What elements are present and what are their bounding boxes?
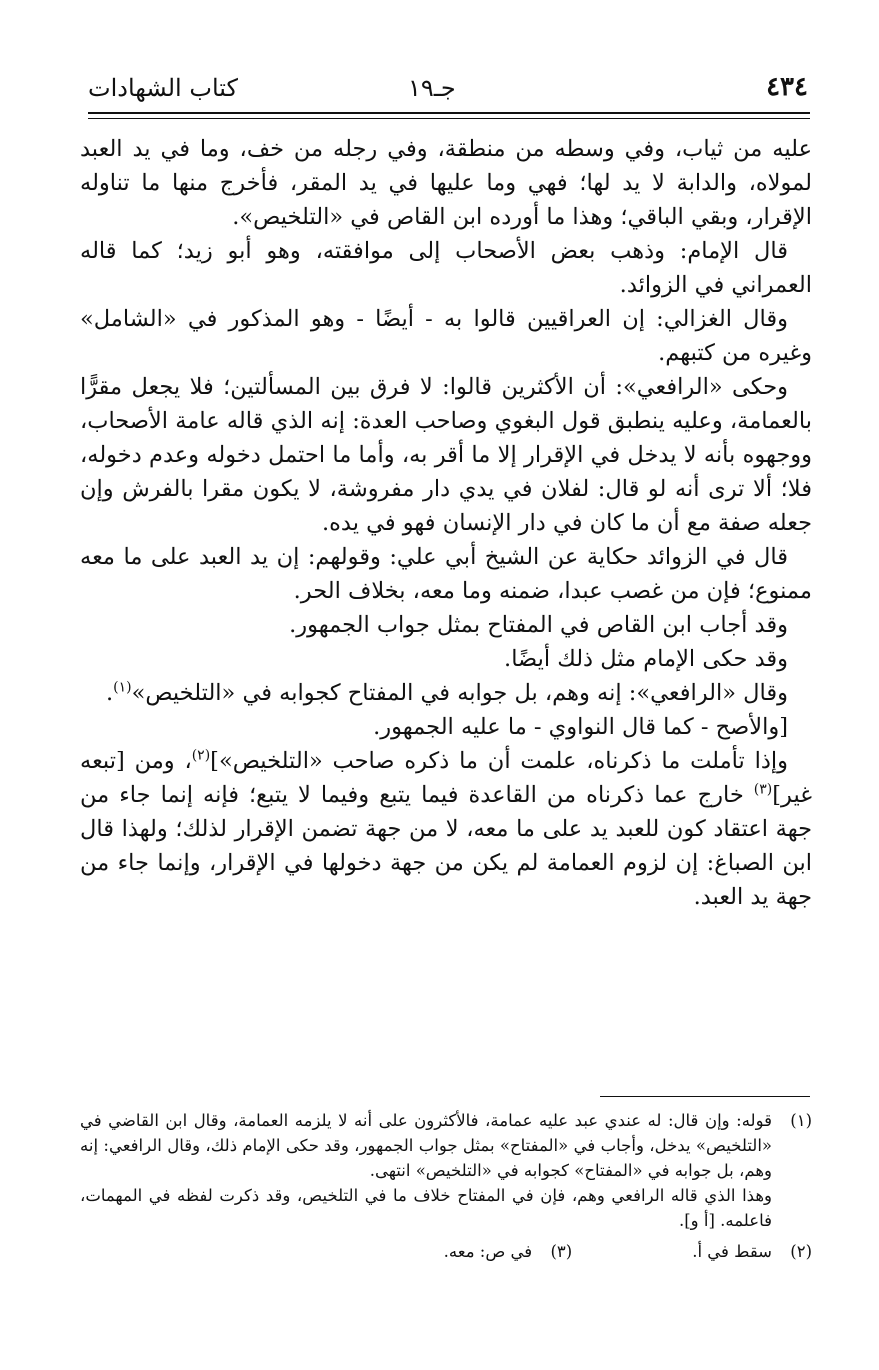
footnote-number: (٣): [550, 1242, 573, 1261]
paragraph: وقد حكى الإمام مثل ذلك أيضًا.: [504, 646, 788, 672]
paragraph: وقال «الرافعي»: إنه وهم، بل جوابه في المفتاح كجوابه في «التلخيص»$^{(١)}$.: [105, 679, 788, 706]
footnote-text: في ص: معه.: [443, 1242, 533, 1261]
chapter-title: كتاب الشهادات: [88, 74, 238, 102]
page-number: ٤٣٤: [766, 72, 808, 102]
volume-label: جـ١٩: [408, 74, 456, 102]
footnote-row: [80, 1239, 812, 1264]
paragraph: قال الإمام: وذهب بعض الأصحاب إلى موافقته، وهو أبو زيد؛ كما قاله العمراني في الزوائد.: [80, 238, 812, 298]
header-rule: [88, 112, 810, 114]
footnote-ref[interactable]: (٣): [753, 781, 773, 798]
footnote-number: (١): [790, 1111, 812, 1130]
footnote-3: [444, 1239, 573, 1264]
paragraph: قال في الزوائد حكاية عن الشيخ أبي علي: وقولهم: إن يد العبد على ما معه ممنوع؛ فإن من غصب عبدا، ضمنه وما معه، بخلاف الحر.: [80, 544, 812, 604]
footnote-1: [80, 1108, 812, 1233]
footnote-text: سقط في أ.: [692, 1242, 772, 1261]
paragraph: [والأصح - كما قال النواوي - ما عليه الجمهور.: [373, 714, 788, 740]
paragraph: وقال الغزالي: إن العراقيين قالوا به - أيضًا - وهو المذكور في «الشامل» وغيره من كتبهم.: [80, 306, 812, 366]
footnote-ref[interactable]: (٢): [191, 747, 211, 764]
body-text: [80, 132, 812, 914]
footnote-text: قوله: وإن قال: له عندي عبد عليه عمامة، فالأكثرون على أنه لا يلزمه العمامة، وقال ابن القاضي في «التلخيص» يدخل، وأجاب في «المفتاح» بمثل جواب الجمهور، وقد حكى الإمام ذلك، وقال الرافعي: إنه وهم، بل جوابه في «المفتاح» كجوابه في «التلخيص» انتهى. وهذا الذي قاله الرافعي وهم، فإن في المفتاح خلاف ما في التلخيص، وقد ذكرت لفظه في المهمات، فاعلمه. [أ و].: [80, 1111, 772, 1230]
paragraph: وحكى «الرافعي»: أن الأكثرين قالوا: لا فرق بين المسألتين؛ فلا يجعل مقرًّا بالعمامة، وعليه ينطبق قول البغوي وصاحب العدة: إنه الذي قاله عامة الأصحاب، ووجهوه بأنه لا يدخل في الإقرار إلا ما أقر به، وأما ما احتمل دخوله وعدم دخوله، فلا؛ ألا ترى أنه لو قال: لفلان في يدي دار مفروشة، لا يكون مقرا بالفرش وإن جعله صفة مع أن ما كان في دار الإنسان فهو في يده.: [80, 374, 812, 536]
paragraph: وقد أجاب ابن القاص في المفتاح بمثل جواب الجمهور.: [289, 612, 788, 638]
footnote-separator: [600, 1096, 810, 1097]
paragraph: عليه من ثياب، وفي وسطه من منطقة، وفي رجله من خف، وما في يد العبد لمولاه، والدابة لا يد لها؛ فهي وما عليها في يد المقر، فأخرج منها ما تناوله الإقرار، وبقي الباقي؛ وهذا ما أورده ابن القاص في «التلخيص».: [80, 136, 812, 230]
footnote-ref[interactable]: (١): [113, 679, 132, 696]
header-rule-thin: [88, 118, 810, 119]
page-header: [88, 66, 808, 106]
footnote-2: [692, 1239, 812, 1264]
paragraph: وإذا تأملت ما ذكرناه، علمت أن ما ذكره صاحب «التلخيص»]$^{(٢)}$، ومن [تبعه غير]$^{(٣)}$ خارج عما ذكرناه من القاعدة فيما يتبع وفيما لا يتبع؛ فإنه إنما جاء من جهة اعتقاد كون للعبد يد على ما معه، لا من جهة تضمن الإقرار لذلك؛ ولهذا قال ابن الصباغ: إن لزوم العمامة لم يكن من جهة دخولها في الإقرار، وإنما جاء من جهة يد العبد.: [80, 747, 812, 910]
footnote-number: (٢): [790, 1242, 812, 1261]
footnotes: [80, 1108, 812, 1264]
